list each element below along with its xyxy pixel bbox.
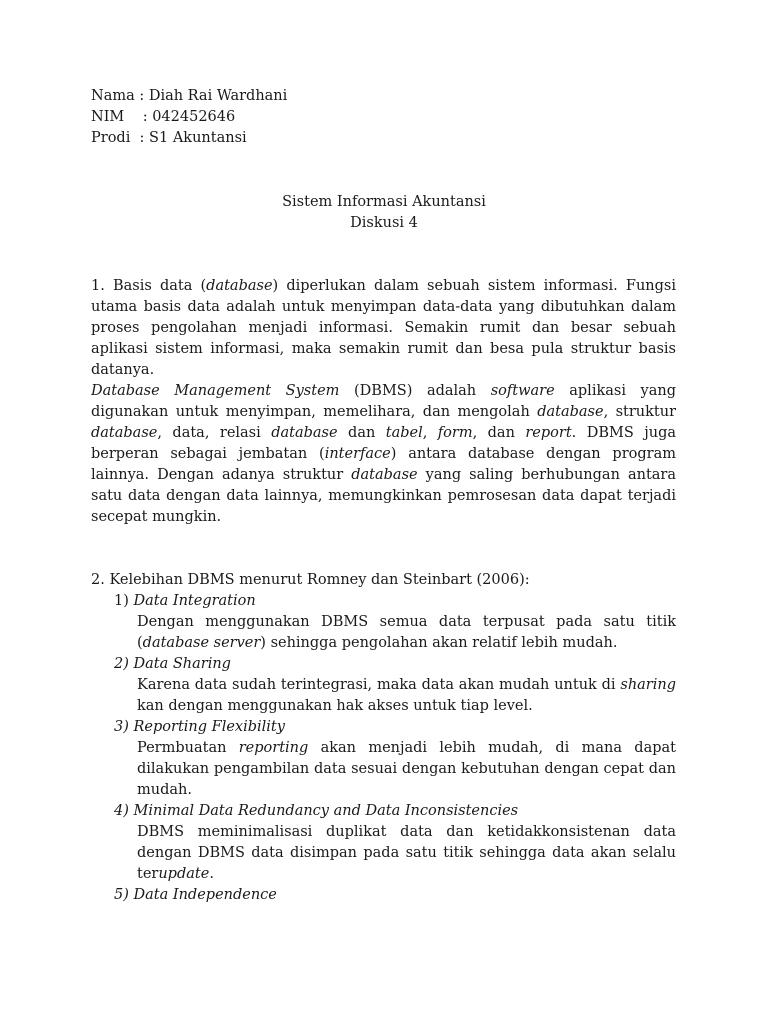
document-title: Sistem Informasi Akuntansi — [282, 194, 486, 210]
text-line: 2. Kelebihan DBMS menurut Romney dan Steinbart (2006): — [91, 572, 530, 588]
text-line: secepat mungkin. — [91, 509, 222, 525]
text-line: lainnya. Dengan adanya struktur database yang saling berhubungan antara — [91, 467, 676, 483]
text-line: digunakan untuk menyimpan, memelihara, dan mengolah database, struktur — [91, 404, 676, 420]
text-line: Database Management System (DBMS) adalah software aplikasi yang — [91, 383, 676, 399]
text-line: dilakukan pengambilan data sesuai dengan kebutuhan dengan cepat dan — [137, 761, 676, 777]
text-line: berperan sebagai jembatan (interface) antara database dengan program — [91, 446, 676, 462]
text-line: database, data, relasi database dan tabel, form, dan report. DBMS juga — [91, 425, 676, 441]
text-line: kan dengan menggunakan hak akses untuk tiap level. — [137, 698, 533, 714]
list-item-body — [137, 675, 676, 717]
text-line: Dengan menggunakan DBMS semua data terpusat pada satu titik — [137, 614, 676, 630]
student-prodi: Prodi : S1 Akuntansi — [91, 130, 247, 146]
text-line: DBMS meminimalisasi duplikat data dan ketidakkonsistenan data — [137, 824, 676, 840]
text-line: aplikasi sistem informasi, maka semakin rumit dan besa pula struktur basis — [91, 341, 676, 357]
text-line: utama basis data adalah untuk menyimpan data-data yang dibutuhkan dalam — [91, 299, 676, 315]
text-line: satu data dengan data lainnya, memungkinkan pemrosesan data dapat terjadi — [91, 488, 676, 504]
list-item-heading: 3) Reporting Flexibility — [114, 719, 285, 735]
list-item-heading: 4) Minimal Data Redundancy and Data Inconsistencies — [114, 803, 519, 819]
list-item-heading: 1) Data Integration — [114, 593, 256, 609]
answer-2-intro — [91, 570, 676, 591]
text-line: dengan DBMS data disimpan pada satu titik sehingga data akan selalu — [137, 845, 676, 861]
text-line: Permbuatan reporting akan menjadi lebih mudah, di mana dapat — [137, 740, 676, 756]
text-line: (database server) sehingga pengolahan akan relatif lebih mudah. — [137, 635, 618, 651]
list-item-heading: 2) Data Sharing — [114, 656, 231, 672]
document-subtitle: Diskusi 4 — [350, 215, 418, 231]
list-item-body — [137, 822, 676, 885]
list-item-heading: 5) Data Independence — [114, 887, 277, 903]
text-line: datanya. — [91, 362, 155, 378]
text-line: 1. Basis data (database) diperlukan dalam sebuah sistem informasi. Fungsi — [91, 278, 676, 294]
list-item-body — [137, 738, 676, 801]
list-item-body — [137, 612, 676, 654]
text-line: Karena data sudah terintegrasi, maka data akan mudah untuk di sharing — [137, 677, 676, 693]
answer-1-paragraph-2 — [91, 381, 676, 528]
student-name: Nama : Diah Rai Wardhani — [91, 88, 288, 104]
text-line: proses pengolahan menjadi informasi. Semakin rumit dan besar sebuah — [91, 320, 676, 336]
text-line: terupdate. — [137, 866, 214, 882]
answer-1-paragraph-1 — [91, 276, 676, 381]
student-nim: NIM : 042452646 — [91, 109, 236, 125]
text-line: mudah. — [137, 782, 192, 798]
